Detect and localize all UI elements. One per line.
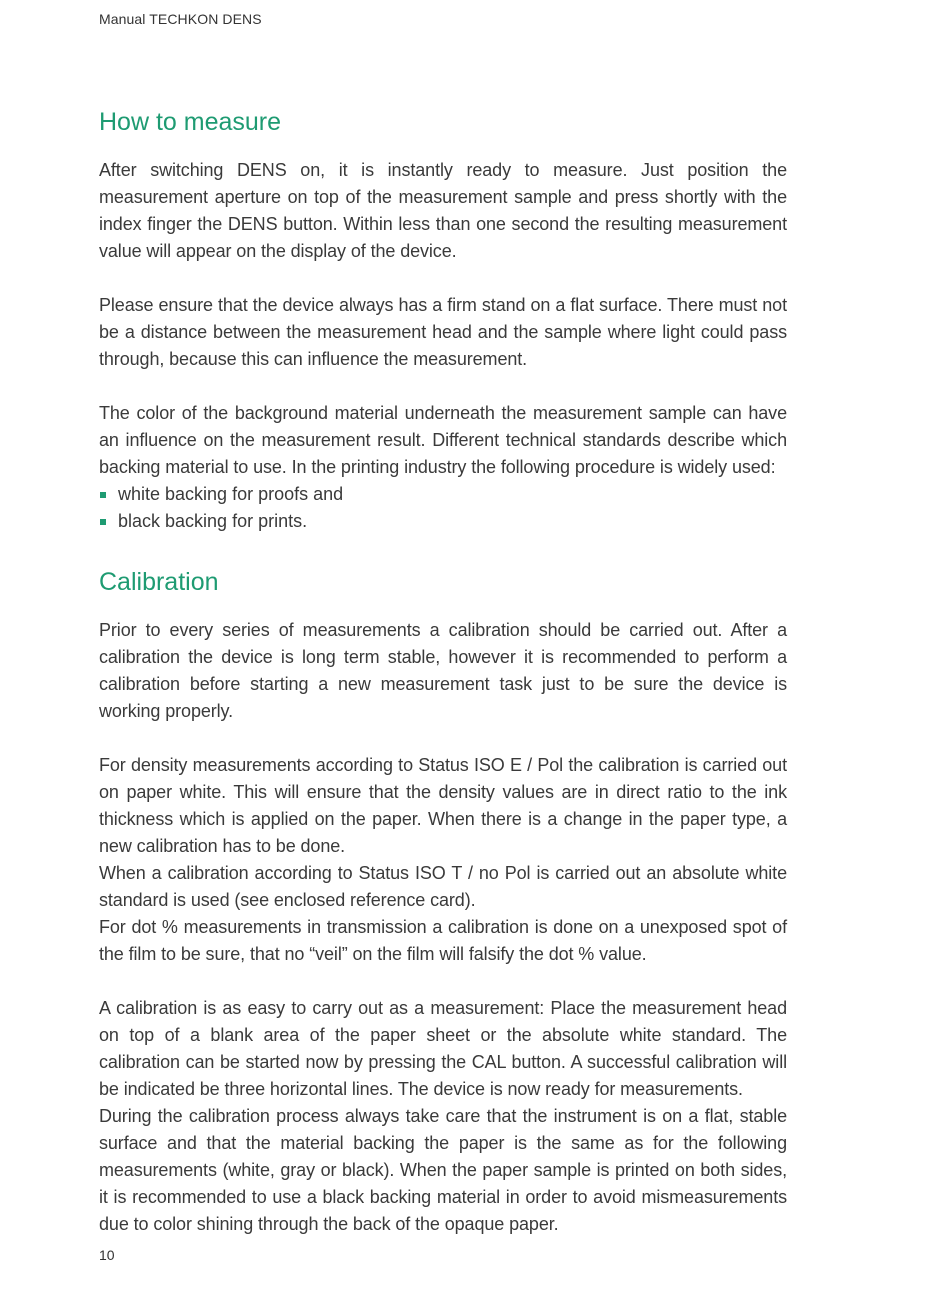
paragraph: For density measurements according to Status ISO E / Pol the calibration is carried out on paper white. This will ensure that the density values are in direct ratio to the ink thickness which is applied on the paper. When there is a change in the paper type, a new calibration has to be done. xyxy=(99,755,787,856)
running-header: Manual TECHKON DENS xyxy=(99,11,262,27)
paragraph: A calibration is as easy to carry out as a measurement: Place the measurement head on top of a blank area of the paper sheet or the absolute white standard. The calibration can be started now by pressing the CAL button. A successful calibration will be indicated be three horizontal lines. The device is now ready for measurements. xyxy=(99,998,787,1099)
page-content xyxy=(99,105,787,1238)
square-bullet-icon xyxy=(100,519,106,525)
paragraph: After switching DENS on, it is instantly ready to measure. Just position the measurement aperture on top of the measurement sample and press shortly with the index finger the DENS button. Within less than one second the resulting measurement value will appear on the display of the device. xyxy=(99,160,787,261)
section-heading-how-to-measure: How to measure xyxy=(99,108,282,136)
paragraph: Prior to every series of measurements a calibration should be carried out. After a calibration the device is long term stable, however it is recommended to perform a calibration before starting a new measurement task just to be sure the device is working properly. xyxy=(99,620,787,721)
paragraph: For dot % measurements in transmission a calibration is done on a unexposed spot of the film to be sure, that no “veil” on the film will falsify the dot % value. xyxy=(99,917,787,964)
list-item xyxy=(99,481,787,508)
paragraph: The color of the background material underneath the measurement sample can have an influence on the measurement result. Different technical standards describe which backing material to use. In the printing industry the following procedure is widely used: xyxy=(99,403,787,477)
paragraph: Please ensure that the device always has a firm stand on a flat surface. There must not be a distance between the measurement head and the sample where light could pass through, because this can influence the measurement. xyxy=(99,295,787,369)
square-bullet-icon xyxy=(100,492,106,498)
backing-list xyxy=(99,481,787,535)
list-item-text: black backing for prints. xyxy=(118,511,308,531)
section-heading-calibration: Calibration xyxy=(99,568,219,596)
list-item xyxy=(99,508,787,535)
page-number: 10 xyxy=(99,1247,115,1263)
paragraph: During the calibration process always take care that the instrument is on a flat, stable surface and that the material backing the paper is the same as for the following measurements (white, gray or black). When the paper sample is printed on both sides, it is recommended to use a black backing material in order to avoid mismeasurements due to color shining through the back of the opaque paper. xyxy=(99,1106,787,1234)
list-item-text: white backing for proofs and xyxy=(118,484,344,504)
paragraph: When a calibration according to Status ISO T / no Pol is carried out an absolute white standard is used (see enclosed reference card). xyxy=(99,863,787,910)
